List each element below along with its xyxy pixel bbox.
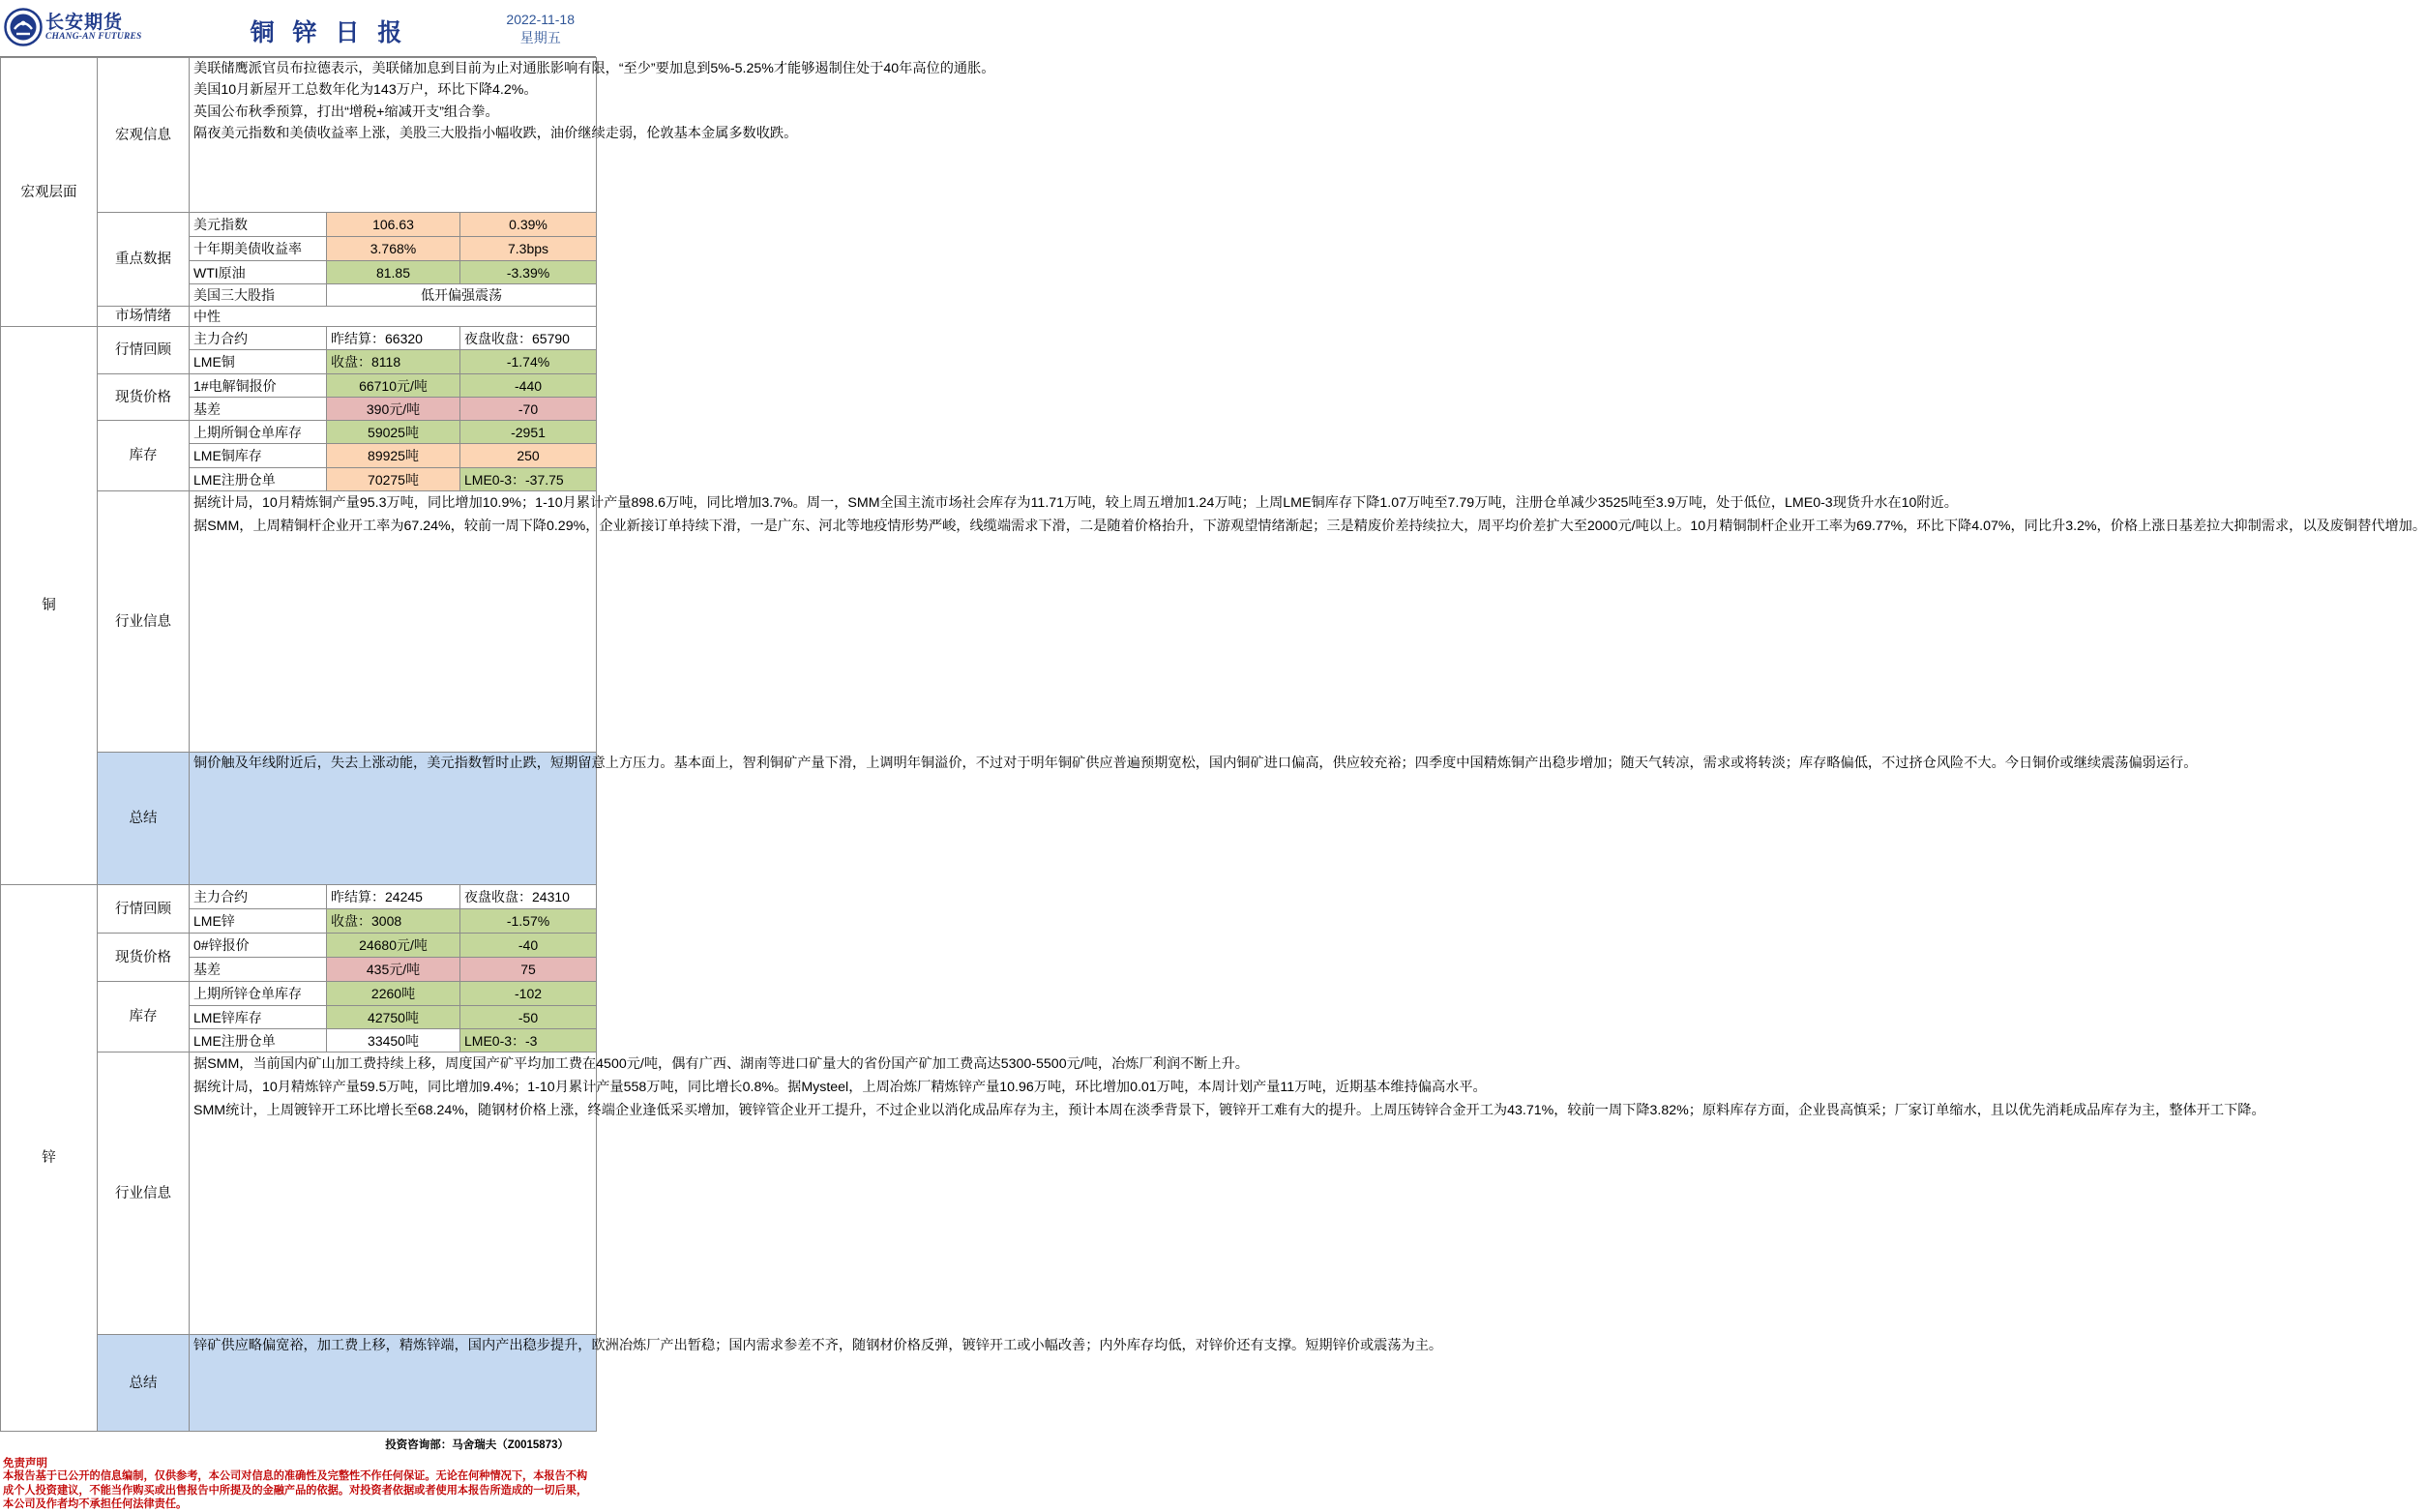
zinc-row-change: -50 xyxy=(460,1006,597,1029)
zinc-row-value: 收盘：3008 xyxy=(327,909,460,934)
zinc-industry-paragraph: 据SMM，当前国内矿山加工费持续上移，周度国产矿平均加工费在4500元/吨，偶有广西、湖南等进口矿量大的省份国产矿加工费高达5300-5500元/吨，冶炼厂利润不断上升。 xyxy=(193,1056,1249,1072)
company-logo-icon xyxy=(4,8,43,46)
zinc-summary-paragraph: 锌矿供应略偏宽裕，加工费上移，精炼锌端，国内产出稳步提升，欧洲冶炼厂产出暂稳；国内需求参差不齐，随钢材价格反弹，镀锌开工或小幅改善；内外库存均低，对锌价还有支撑。短期锌价或震荡为主。 xyxy=(193,1338,1443,1353)
zinc-row-change: -40 xyxy=(460,934,597,958)
copper-row-label: 基差 xyxy=(190,398,327,421)
copper-row-change: LME0-3：-37.75 xyxy=(460,468,597,491)
zinc-row-value: 24680元/吨 xyxy=(327,934,460,958)
report-header xyxy=(0,0,596,57)
copper-category-label: 现货价格 xyxy=(98,374,190,421)
copper-row-change: -70 xyxy=(460,398,597,421)
key-data-change: -3.39% xyxy=(460,261,597,284)
key-data-change: 7.3bps xyxy=(460,237,597,261)
macro-info-paragraph: 美联储鹰派官员布拉德表示，美联储加息到目前为止对通胀影响有限，“至少”要加息到5%-5.25%才能够遏制住处于40年高位的通胀。 xyxy=(193,61,995,76)
section-label-macro: 宏观层面 xyxy=(1,58,98,327)
section-label-copper: 铜 xyxy=(1,327,98,885)
copper-row-label: LME铜库存 xyxy=(190,444,327,468)
key-data-label: 美国三大股指 xyxy=(190,284,327,307)
zinc-row-value: 昨结算：24245 xyxy=(327,885,460,909)
copper-category-industry: 行业信息 xyxy=(98,491,190,753)
copper-row-change: 250 xyxy=(460,444,597,468)
copper-row-label: LME注册仓单 xyxy=(190,468,327,491)
zinc-data-row xyxy=(1,885,597,909)
disclaimer-title: 免责声明 xyxy=(3,1458,47,1469)
zinc-industry-paragraph: 据统计局，10月精炼锌产量59.5万吨，同比增加9.4%；1-10月累计产量558万吨，同比增长0.8%。据Mysteel，上周冶炼厂精炼锌产量10.96万吨，环比增加0.01万吨，本周计划产量11万吨，近期基本维持偏高水平。 xyxy=(193,1080,1487,1095)
key-data-value: 81.85 xyxy=(327,261,460,284)
zinc-row-label: 上期所锌仓单库存 xyxy=(190,982,327,1006)
copper-row-value: 昨结算：66320 xyxy=(327,327,460,350)
copper-category-label: 库存 xyxy=(98,421,190,491)
zinc-row-label: LME注册仓单 xyxy=(190,1029,327,1052)
zinc-section xyxy=(1,885,2265,1432)
macro-info-paragraph: 英国公布秋季预算，打出“增税+缩减开支”组合拳。 xyxy=(193,104,499,120)
zinc-row-change: 75 xyxy=(460,958,597,982)
zinc-row-value: 435元/吨 xyxy=(327,958,460,982)
copper-row-value: 89925吨 xyxy=(327,444,460,468)
copper-row-label: 主力合约 xyxy=(190,327,327,350)
report-footer xyxy=(0,1432,596,1511)
copper-industry-paragraph: 据SMM，上周精铜杆企业开工率为67.24%，较前一周下降0.29%，企业新接订单持续下滑，一是广东、河北等地疫情形势严峻，线缆端需求下滑，二是随着价格抬升，下游观望情绪渐起；三是精废价差持续拉大，周平均价差扩大至2000元/吨以上。10月精铜制杆企业开工率为69.77%，环比下降4.07%，同比升3.2%，价格上涨日基差拉大抑制需求，以及废铜替代增加。 xyxy=(193,519,2426,534)
copper-row-label: 1#电解铜报价 xyxy=(190,374,327,398)
copper-row-value: 59025吨 xyxy=(327,421,460,444)
report-date: 2022-11-18 xyxy=(506,12,575,27)
key-data-change: 0.39% xyxy=(460,213,597,237)
key-data-label: 美元指数 xyxy=(190,213,327,237)
zinc-category-industry: 行业信息 xyxy=(98,1052,190,1335)
brand-name-en: CHANG-AN FUTURES xyxy=(45,32,142,42)
zinc-row-value: 33450吨 xyxy=(327,1029,460,1052)
copper-category-summary: 总结 xyxy=(98,753,190,885)
macro-info-body xyxy=(193,58,995,209)
zinc-row-label: 主力合约 xyxy=(190,885,327,909)
zinc-row-label: LME锌 xyxy=(190,909,327,934)
report-weekday: 星期五 xyxy=(519,30,561,45)
macro-info-paragraph: 美国10月新屋开工总数年化为143万户，环比下降4.2%。 xyxy=(193,82,538,99)
copper-category-label: 行情回顾 xyxy=(98,327,190,374)
report-date-block xyxy=(506,11,575,47)
zinc-row-change: LME0-3：-3 xyxy=(460,1029,597,1052)
zinc-row-change: -1.57% xyxy=(460,909,597,934)
zinc-category-label: 行情回顾 xyxy=(98,885,190,934)
copper-industry-body xyxy=(193,491,2426,749)
zinc-category-label: 现货价格 xyxy=(98,934,190,982)
zinc-row-value: 2260吨 xyxy=(327,982,460,1006)
macro-info-row xyxy=(1,58,597,213)
zinc-summary-text xyxy=(190,1335,1443,1432)
report-table xyxy=(0,57,2426,1432)
copper-summary-paragraph: 铜价触及年线附近后，失去上涨动能，美元指数暂时止跌，短期留意上方压力。基本面上，智利铜矿产量下滑，上调明年铜溢价，不过对于明年铜矿供应普遍预期宽松，国内铜矿进口偏高，供应较充裕；四季度中国精炼铜产出稳步增加；随天气转凉，需求或将转淡；库存略偏低，不过挤仓风险不大。今日铜价或继续震荡偏弱运行。 xyxy=(193,756,2198,771)
category-macro-info: 宏观信息 xyxy=(98,58,190,213)
copper-industry-text xyxy=(190,491,2426,753)
key-data-label: 十年期美债收益率 xyxy=(190,237,327,261)
copper-industry-paragraph: 据统计局，10月精炼铜产量95.3万吨，同比增加10.9%；1-10月累计产量898.6万吨，同比增加3.7%。周一，SMM全国主流市场社会库存为11.71万吨，较上周五增加1.24万吨；上周LME铜库存下降1.07万吨至7.79万吨，注册仓单减少3525吨至3.9万吨，处于低位，LME0-3现货升水在10附近。 xyxy=(193,495,1958,511)
key-data-label: WTI原油 xyxy=(190,261,327,284)
zinc-row-change: 夜盘收盘：24310 xyxy=(460,885,597,909)
key-data-value: 3.768% xyxy=(327,237,460,261)
copper-row-value: 66710元/吨 xyxy=(327,374,460,398)
copper-row-label: 上期所铜仓单库存 xyxy=(190,421,327,444)
zinc-industry-paragraph: SMM统计，上周镀锌开工环比增长至68.24%，随钢材价格上涨，终端企业逢低采买增加，镀锌管企业开工提升，不过企业以消化成品库存为主，预计本周在淡季背景下，镀锌开工难有大的提升。上周压铸锌合金开工为43.71%，较前一周下降3.82%；原料库存方面，企业畏高慎采；厂家订单缩水，且以优先消耗成品库存为主，整体开工下降。 xyxy=(193,1103,2265,1118)
copper-row-change: -1.74% xyxy=(460,350,597,374)
copper-data-row xyxy=(1,327,597,350)
copper-row-change: -2951 xyxy=(460,421,597,444)
copper-row-value: 390元/吨 xyxy=(327,398,460,421)
copper-row-change: -440 xyxy=(460,374,597,398)
zinc-row-label: 基差 xyxy=(190,958,327,982)
copper-section xyxy=(1,327,2426,885)
analyst-credit: 投资咨询部：马舍瑞夫（Z0015873） xyxy=(385,1439,569,1451)
section-label-zinc: 锌 xyxy=(1,885,98,1432)
key-data-value: 106.63 xyxy=(327,213,460,237)
macro-info-text xyxy=(190,58,995,213)
copper-summary-body xyxy=(193,753,2198,881)
zinc-row-change: -102 xyxy=(460,982,597,1006)
copper-summary-text xyxy=(190,753,2198,885)
category-market-sentiment: 市场情绪 xyxy=(98,307,190,327)
macro-info-paragraph: 隔夜美元指数和美债收益率上涨，美股三大股指小幅收跌，油价继续走弱，伦敦基本金属多数收跌。 xyxy=(193,126,798,142)
zinc-industry-body xyxy=(193,1052,2265,1331)
zinc-summary-body xyxy=(193,1335,1443,1428)
zinc-row-label: LME锌库存 xyxy=(190,1006,327,1029)
copper-row-label: LME铜 xyxy=(190,350,327,374)
category-key-data: 重点数据 xyxy=(98,213,190,307)
zinc-category-summary: 总结 xyxy=(98,1335,190,1432)
brand-name-cn: 长安期货 xyxy=(45,13,124,33)
key-data-value: 低开偏强震荡 xyxy=(327,284,597,307)
macro-section xyxy=(1,58,995,327)
zinc-row-value: 42750吨 xyxy=(327,1006,460,1029)
copper-row-change: 夜盘收盘：65790 xyxy=(460,327,597,350)
report-title: 铜 锌 日 报 xyxy=(250,19,408,46)
zinc-row-label: 0#锌报价 xyxy=(190,934,327,958)
copper-row-value: 收盘：8118 xyxy=(327,350,460,374)
zinc-category-label: 库存 xyxy=(98,982,190,1052)
disclaimer-body: 本报告基于已公开的信息编制，仅供参考，本公司对信息的准确性及完整性不作任何保证。无论在何种情况下，本报告不构成个人投资建议，不能当作购买或出售报告中所提及的金融产品的依据。对投资者依据或者使用本报告所造成的一切后果，本公司及作者均不承担任何法律责任。 xyxy=(3,1470,588,1510)
zinc-industry-text xyxy=(190,1052,2265,1335)
market-sentiment-value: 中性 xyxy=(190,307,597,327)
copper-row-value: 70275吨 xyxy=(327,468,460,491)
